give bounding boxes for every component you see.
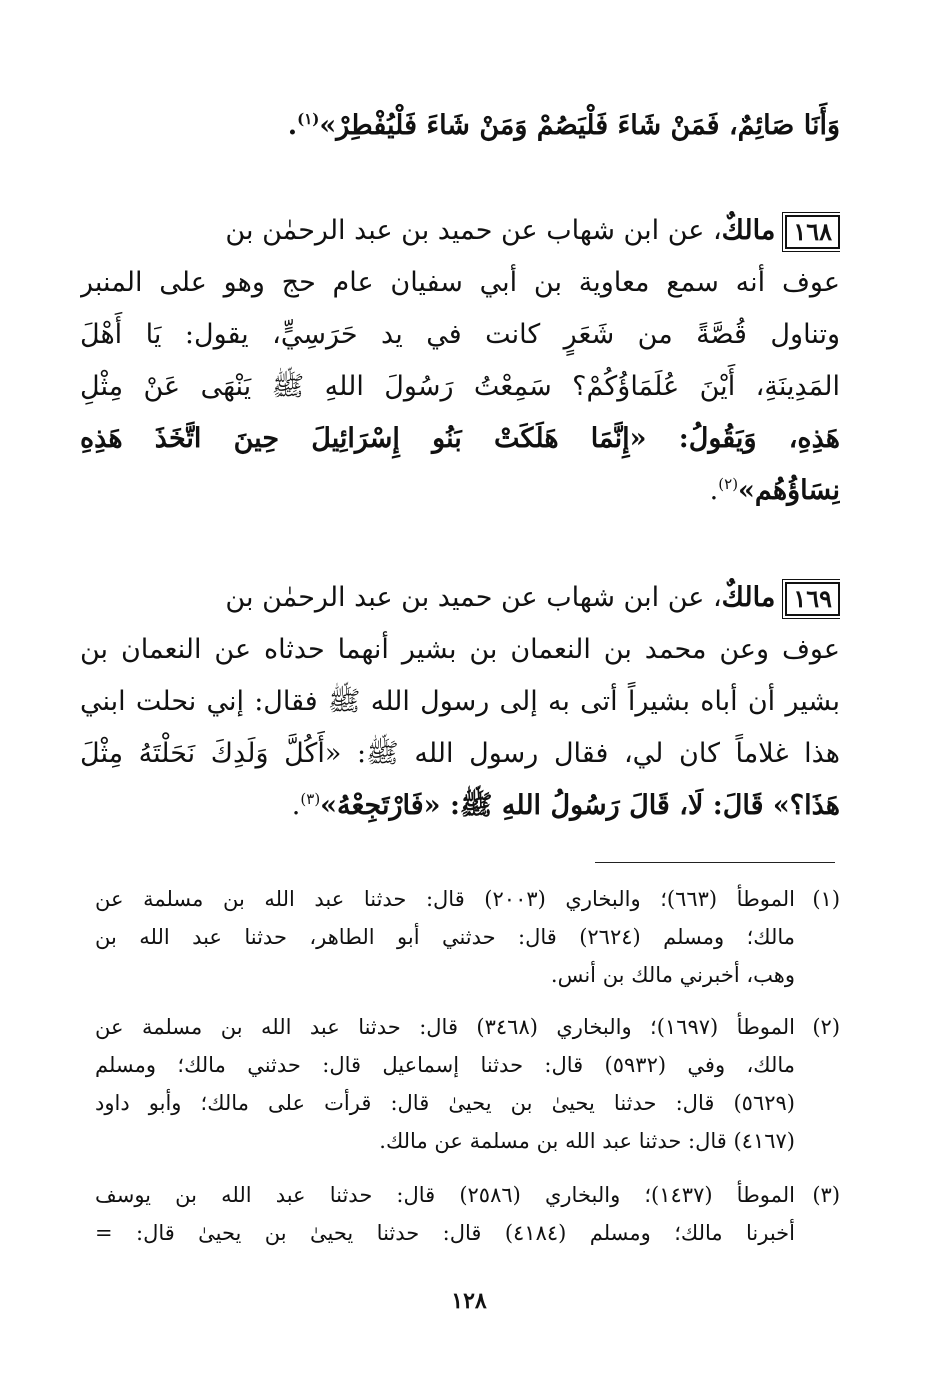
hadith-line	[80, 780, 840, 832]
continuation-line	[80, 100, 840, 152]
continuation-text: وَأَنَا صَائِمٌ، فَمَنْ شَاءَ فَلْيَصُمْ وَمَنْ شَاءَ فَلْيُفْطِرْ»	[319, 110, 840, 141]
footnote-line: مالك؛ ومسلم (٢٦٢٤) قال: حدثني أبو الطاهر، حدثنا عبد الله بن	[95, 925, 795, 949]
footnote-2	[95, 1008, 840, 1160]
hadith-line	[80, 205, 840, 257]
continuation-paragraph	[80, 100, 840, 152]
page-number: ١٢٨	[451, 1288, 487, 1314]
hadith-text: ، عن ابن شهاب عن حميد بن عبد الرحمٰن بن	[225, 582, 722, 613]
footnote-number: (٣)	[812, 1183, 840, 1207]
footnote-separator	[595, 862, 835, 863]
hadith-line: عوف أنه سمع معاوية بن أبي سفيان عام حج وهو على المنبر	[80, 267, 840, 298]
footnote-text: الموطأ (٦٦٣)؛ والبخاري (٢٠٠٣) قال: حدثنا عبد الله بن مسلمة عن	[95, 887, 796, 911]
footnote-ref-3: (٣)	[300, 790, 321, 808]
hadith-line: المَدِينَةِ، أَيْنَ عُلَمَاؤُكُمْ؟ سَمِعْتُ رَسُولَ اللهِ ﷺ يَنْهَى عَنْ مِثْلِ	[80, 371, 840, 402]
footnote-line: مالك، وفي (٥٩٣٢) قال: حدثنا إسماعيل قال: حدثني مالك؛ ومسلم	[95, 1053, 795, 1077]
footnote-line: أخبرنا مالك؛ ومسلم (٤١٨٤) قال: حدثنا يحيىٰ بن يحيىٰ قال: =	[95, 1221, 795, 1245]
footnote-line: (٤١٦٧) قال: حدثنا عبد الله بن مسلمة عن مالك.	[379, 1129, 795, 1153]
hadith-line: هَذِهِ، وَيَقُولُ: «إِنَّمَا هَلَكَتْ بَنُو إِسْرَائِيلَ حِينَ اتَّخَذَ هَذِهِ	[80, 423, 840, 454]
hadith-number-badge: ١٦٩	[785, 582, 840, 616]
footnote-1	[95, 880, 840, 994]
hadith-line: وتناول قُصَّةً من شَعَرٍ كانت في يد حَرَسِيٍّ، يقول: يَا أَهْلَ	[80, 319, 840, 350]
footnote-number: (٢)	[812, 1015, 840, 1039]
hadith-168	[80, 205, 840, 517]
hadith-text: هَذَا؟» قَالَ: لَا، قَالَ رَسُولُ اللهِ ﷺ: «فَارْتَجِعْهُ»	[320, 790, 840, 821]
footnote-number: (١)	[812, 887, 840, 911]
footnote-3	[95, 1176, 840, 1252]
footnote-line	[95, 1008, 840, 1046]
hadith-line: عوف وعن محمد بن النعمان بن بشير أنهما حدثاه عن النعمان بن	[80, 634, 840, 665]
hadith-169	[80, 572, 840, 832]
narrator-name: مالكٌ	[721, 215, 776, 246]
footnote-line: وهب، أخبرني مالك بن أنس.	[550, 963, 795, 987]
hadith-text: نِسَاؤُهُم»	[738, 475, 840, 506]
sentence-end: .	[709, 475, 719, 506]
sentence-end: .	[287, 110, 298, 141]
footnote-line	[95, 880, 840, 918]
footnote-line	[95, 1176, 840, 1214]
sentence-end: .	[291, 790, 301, 821]
footnote-ref-2: (٢)	[718, 475, 739, 493]
footnote-ref-1: (١)	[297, 110, 320, 128]
footnote-line: (٥٦٢٩) قال: حدثنا يحيىٰ بن يحيىٰ قال: قرأت على مالك؛ وأبو داود	[95, 1091, 795, 1115]
hadith-line: بشير أن أباه بشيراً أتى به إلى رسول الله ﷺ فقال: إني نحلت ابني	[80, 686, 840, 717]
hadith-line	[80, 572, 840, 624]
hadith-number-badge: ١٦٨	[785, 215, 840, 249]
hadith-text: ، عن ابن شهاب عن حميد بن عبد الرحمٰن بن	[225, 215, 722, 246]
hadith-line: هذا غلاماً كان لي، فقال رسول الله ﷺ: «أَكُلَّ وَلَدِكَ نَحَلْتَهُ مِثْلَ	[80, 738, 840, 769]
hadith-line	[80, 465, 840, 517]
footnote-text: الموطأ (١٤٣٧)؛ والبخاري (٢٥٨٦) قال: حدثنا عبد الله بن يوسف	[95, 1183, 796, 1207]
narrator-name: مالكٌ	[721, 582, 776, 613]
footnote-text: الموطأ (١٦٩٧)؛ والبخاري (٣٤٦٨) قال: حدثنا عبد الله بن مسلمة عن	[95, 1015, 796, 1039]
